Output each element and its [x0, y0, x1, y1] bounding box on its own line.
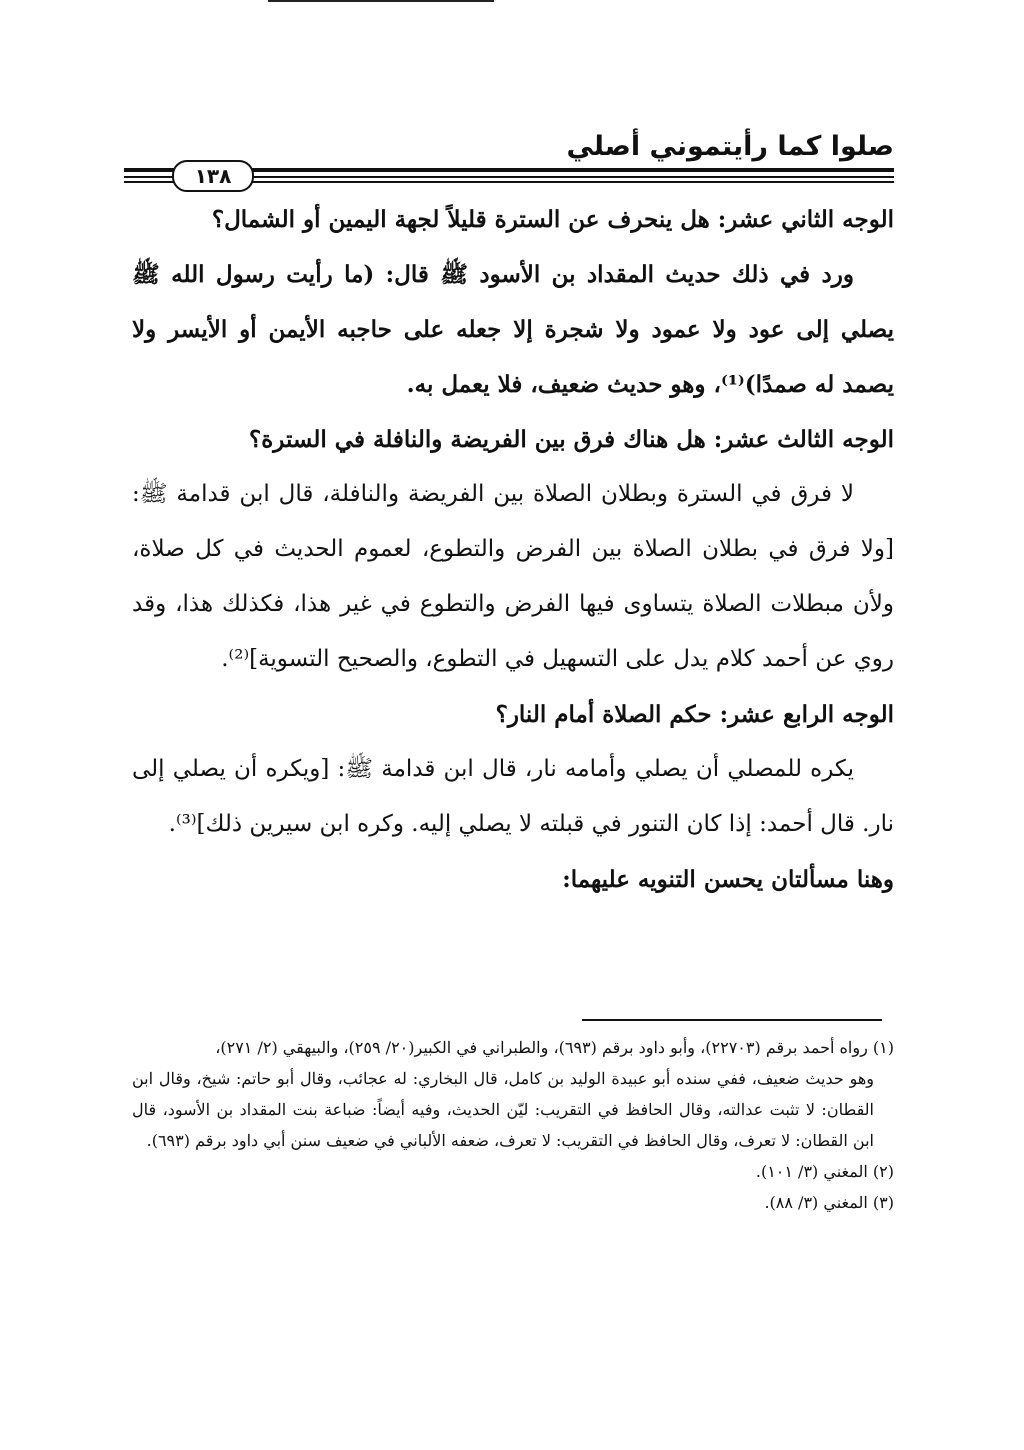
body-paragraph: يكره للمصلي أن يصلي وأمامه نار، قال ابن قدامة ﷺ: [ويكره أن يصلي إلى نار. قال أحمد: إذا كان التنور في قبلته لا يصلي إليه. وكره ابن سيرين ذلك]⁽³⁾. — [132, 756, 894, 837]
footnote-2: (٢) المغني (٣/ ١٠١). — [755, 1162, 894, 1181]
footnote-1-continuation: وهو حديث ضعيف، ففي سنده أبو عبيدة الوليد بن كامل، قال البخاري: له عجائب، وقال أبو حاتم: شيخ، وقال ابن القطان: لا تثبت عدالته، وقال الحافظ في التقريب: ليّن الحديث، وفيه أيضاً: ضباعة بنت المقداد بن الأسود، قال ابن القطان: لا تعرف، وقال الحافظ في التقريب: لا تعرف، ضعفه الألباني في ضعيف سنن أبي داود برقم (٦٩٣). — [132, 1069, 874, 1150]
top-edge-rule — [268, 0, 494, 2]
running-title: صلوا كما رأيتموني أصلي — [566, 131, 894, 162]
footnote-separator — [582, 1019, 882, 1021]
section-heading: الوجه الثاني عشر: هل ينحرف عن السترة قليلاً لجهة اليمين أو الشمال؟ — [211, 206, 894, 233]
footnote-1-first-line: (١) رواه أحمد برقم (٢٢٧٠٣)، وأبو داود برقم (٦٩٣)، والطبراني في الكبير(٢٠/ ٢٥٩)، والبيهقي (٢/ ٢٧١)، — [215, 1038, 894, 1057]
section-heading: الوجه الرابع عشر: حكم الصلاة أمام النار؟ — [495, 701, 894, 728]
footnote-3: (٣) المغني (٣/ ٨٨). — [764, 1193, 894, 1212]
body-text — [132, 192, 894, 907]
body-paragraph: ورد في ذلك حديث المقداد بن الأسود ﷺ قال: (ما رأيت رسول الله ﷺ يصلي إلى عود ولا عمود ولا شجرة إلا جعله على حاجبه الأيمن أو الأيسر ولا يصمد له صمدًا)⁽¹⁾، وهو حديث ضعيف، فلا يعمل به. — [132, 261, 894, 398]
body-paragraph: لا فرق في السترة وبطلان الصلاة بين الفريضة والنافلة، قال ابن قدامة ﷺ: [ولا فرق في بطلان الصلاة بين الفرض والتطوع، لعموم الحديث في كل صلاة، ولأن مبطلات الصلاة يتساوى فيها الفرض والتطوع في غير هذا، فكذلك هذا، وقد روي عن أحمد كلام يدل على التسهيل في التطوع، والصحيح التسوية]⁽²⁾. — [132, 481, 894, 672]
footnotes — [132, 1032, 894, 1218]
section-heading: الوجه الثالث عشر: هل هناك فرق بين الفريضة والنافلة في السترة؟ — [249, 426, 894, 453]
page-number: ١٣٨ — [194, 164, 232, 188]
page-number-badge — [172, 160, 254, 192]
section-heading: وهنا مسألتان يحسن التنويه عليهما: — [562, 866, 894, 893]
